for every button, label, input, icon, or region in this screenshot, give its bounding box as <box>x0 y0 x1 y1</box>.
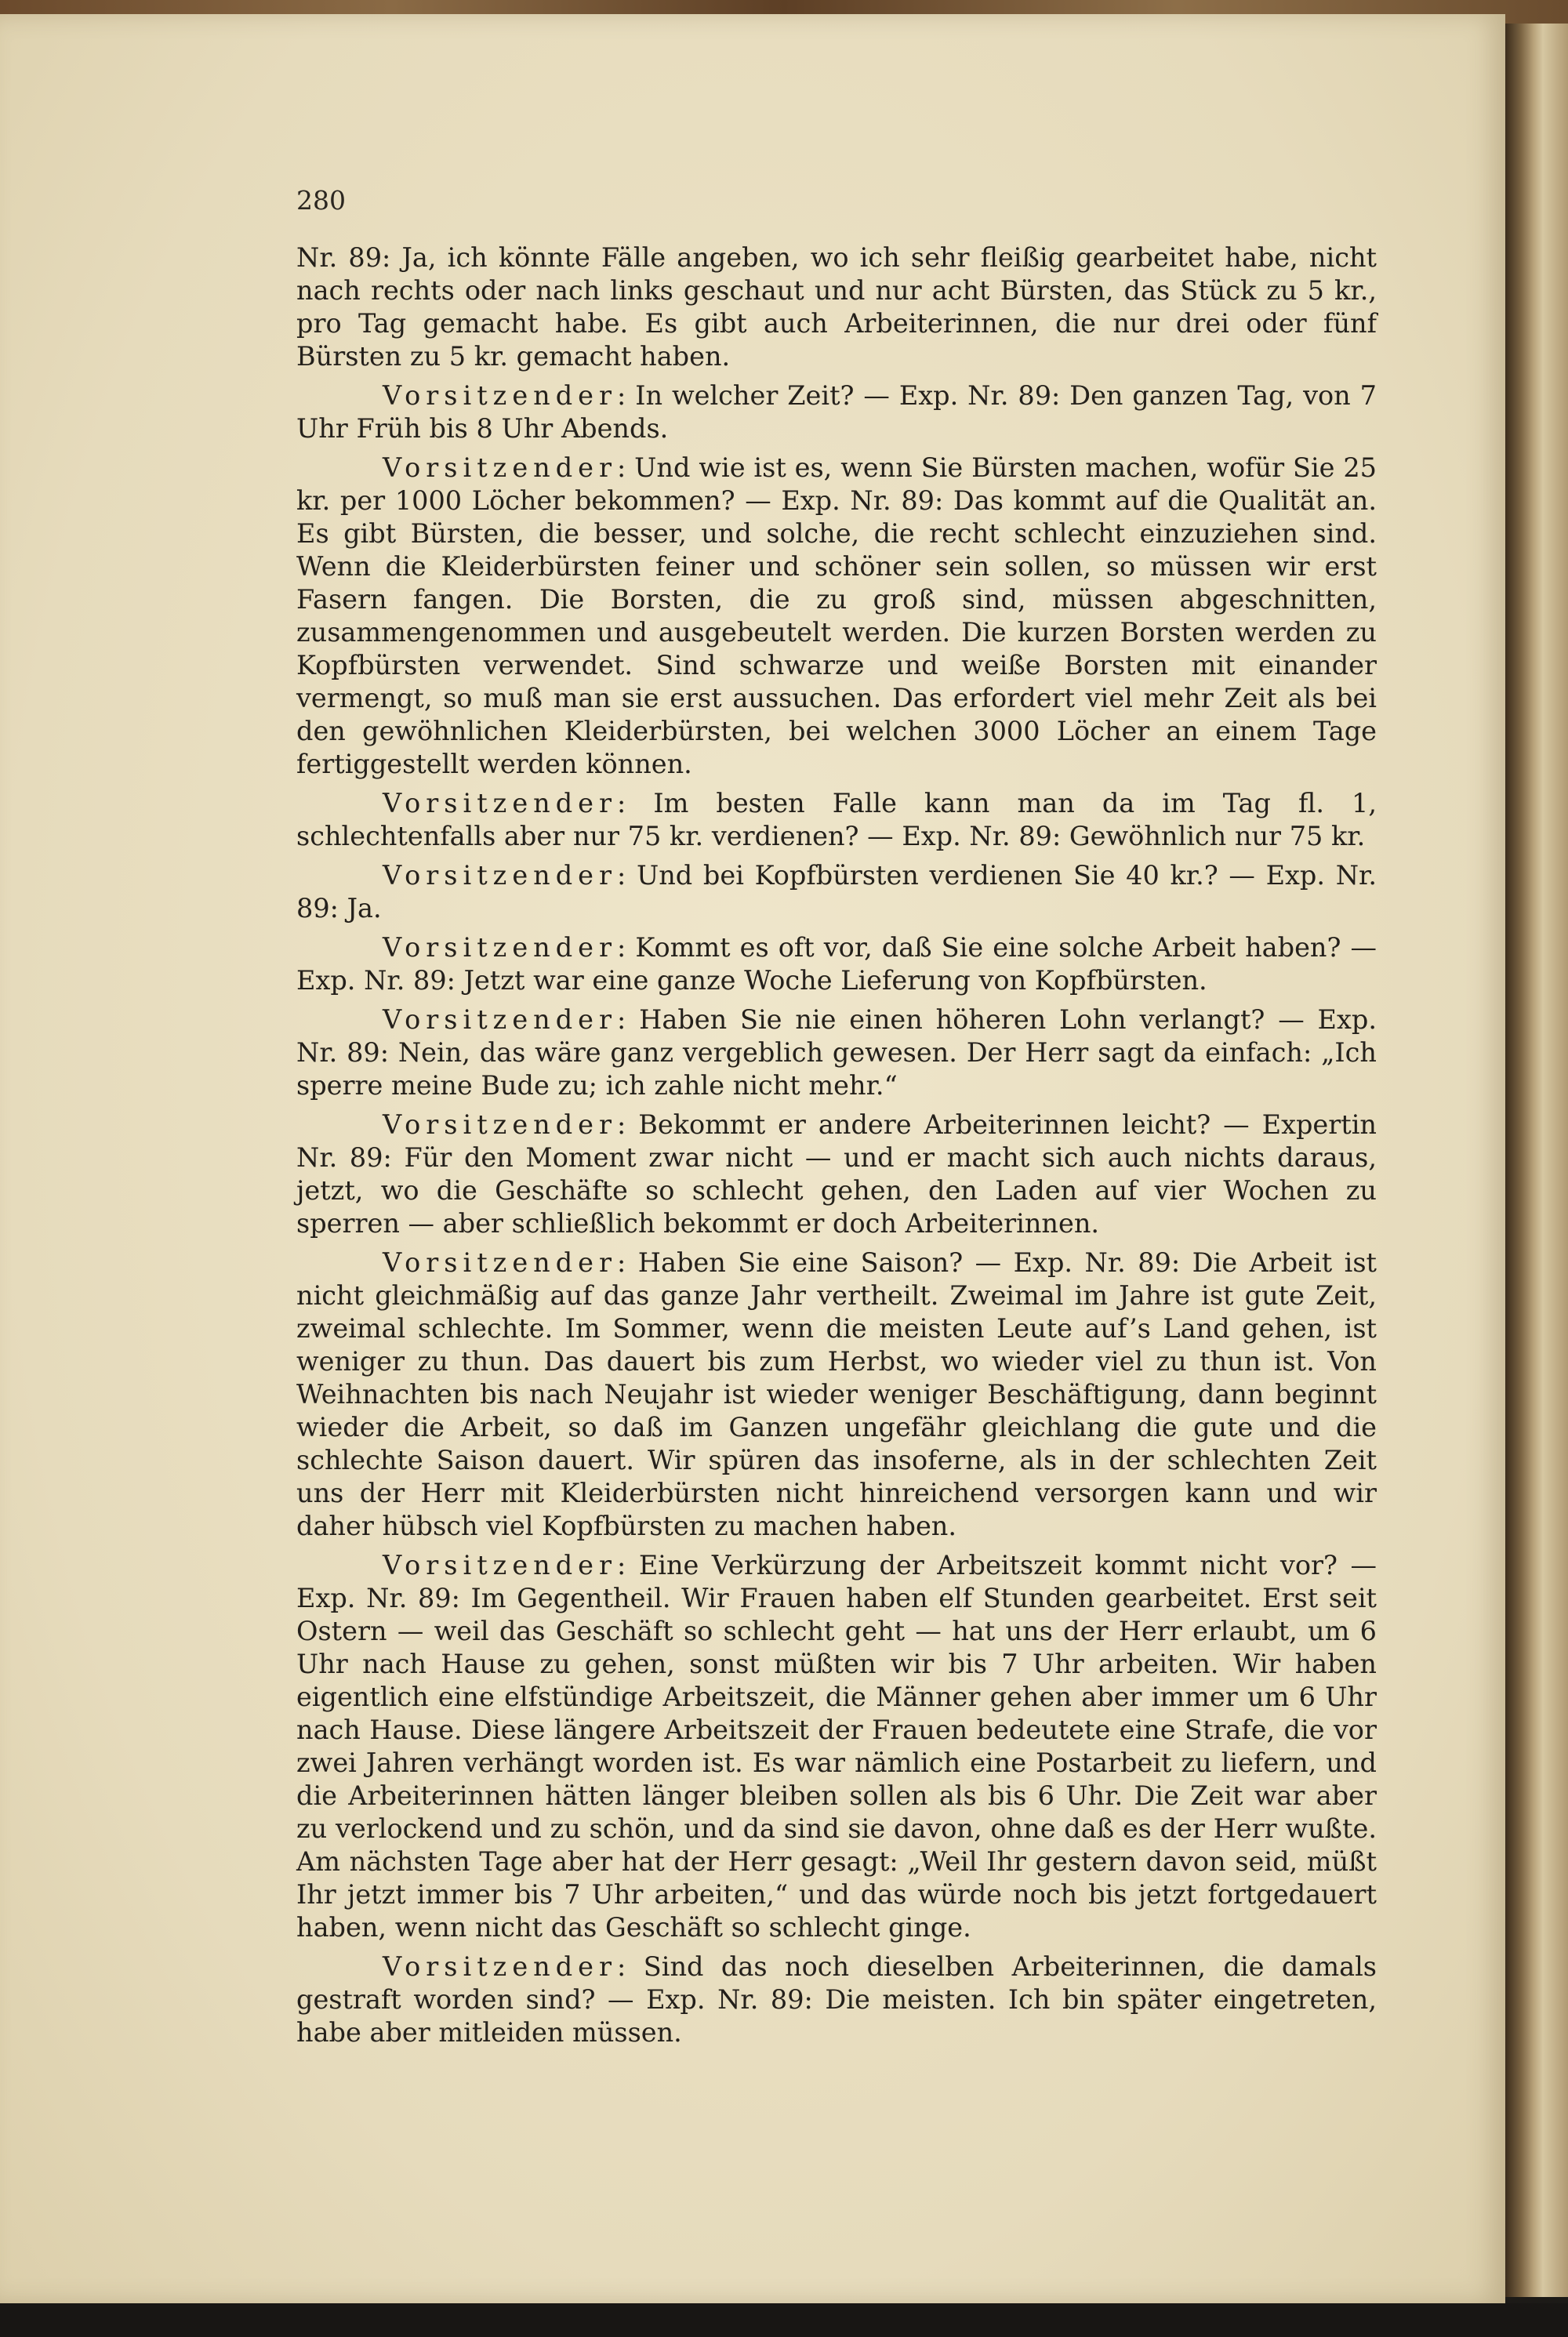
speaker-label: Vorsitzender <box>383 788 618 818</box>
paragraph: Vorsitzender: Sind das noch dieselben Arbeiterinnen, die damals gestraft worden sind? — Exp. Nr. 89: Die meisten. Ich bin später eingetreten, habe aber mitleiden müssen. <box>296 1951 1377 2048</box>
paragraph: Nr. 89: Ja, ich könnte Fälle angeben, wo ich sehr fleißig gearbeitet habe, nicht nach rechts oder nach links geschaut und nur acht Bürsten, das Stück zu 5 kr., pro Tag gemacht habe. Es gibt auch Arbeiterinnen, die nur drei oder fünf Bürsten zu 5 kr. gemacht haben. <box>296 242 1377 372</box>
book-bottom-edge <box>0 2303 1568 2337</box>
speaker-label: Vorsitzender <box>383 860 618 891</box>
speaker-label: Vorsitzender <box>383 1951 618 1982</box>
paragraph: Vorsitzender: Und bei Kopfbürsten verdienen Sie 40 kr.? — Exp. Nr. 89: Ja. <box>296 860 1377 924</box>
book-right-edge <box>1505 24 1568 2297</box>
paragraph: Vorsitzender: Eine Verkürzung der Arbeitszeit kommt nicht vor? — Exp. Nr. 89: Im Gegentheil. Wir Frauen haben elf Stunden gearbeitet. Erst seit Ostern — weil das Geschäft so schlecht geht — hat uns der Herr erlaubt, um 6 Uhr nach Hause zu gehen, sonst müßten wir bis 7 Uhr arbeiten. Wir haben eigentlich eine elfstündige Arbeitszeit, die Männer gehen aber immer um 6 Uhr nach Hause. Diese längere Arbeitszeit der Frauen bedeutete eine Strafe, die vor zwei Jahren verhängt worden ist. Es war nämlich eine Postarbeit zu liefern, und die Arbeiterinnen hätten länger bleiben sollen als bis 6 Uhr. Die Zeit war aber zu verlockend und zu schön, und da sind sie davon, ohne daß es der Herr wußte. Am nächsten Tage aber hat der Herr gesagt: „Weil Ihr gestern davon seid, müßt Ihr jetzt immer bis 7 Uhr arbeiten,“ und das würde noch bis jetzt fortgedauert haben, wenn nicht das Geschäft so schlecht ginge. <box>296 1550 1377 1943</box>
page-text <box>296 241 1377 2056</box>
speaker-label: Vorsitzender <box>383 380 618 411</box>
paragraph: Vorsitzender: Haben Sie eine Saison? — Exp. Nr. 89: Die Arbeit ist nicht gleichmäßig auf das ganze Jahr vertheilt. Zweimal im Jahre ist gute Zeit, zweimal schlechte. Im Sommer, wenn die meisten Leute auf’s Land gehen, ist weniger zu thun. Das dauert bis zum Herbst, wo wieder viel zu thun ist. Von Weihnachten bis nach Neujahr ist wieder weniger Beschäftigung, dann beginnt wieder die Arbeit, so daß im Ganzen ungefähr gleichlang die gute und die schlechte Saison dauert. Wir spüren das insoferne, als in der schlechten Zeit uns der Herr mit Kleiderbürsten nicht hinreichend versorgen kann und wir daher hübsch viel Kopfbürsten zu machen haben. <box>296 1247 1377 1541</box>
paragraph: Vorsitzender: Haben Sie nie einen höheren Lohn verlangt? — Exp. Nr. 89: Nein, das wäre ganz vergeblich gewesen. Der Herr sagt da einfach: „Ich sperre meine Bude zu; ich zahle nicht mehr.“ <box>296 1004 1377 1101</box>
speaker-label: Vorsitzender <box>383 1550 618 1580</box>
page-number: 280 <box>296 185 346 216</box>
speaker-label: Vorsitzender <box>383 1109 618 1140</box>
speaker-label: Vorsitzender <box>383 932 618 963</box>
paragraph: Vorsitzender: Und wie ist es, wenn Sie Bürsten machen, wofür Sie 25 kr. per 1000 Löcher bekommen? — Exp. Nr. 89: Das kommt auf die Qualität an. Es gibt Bürsten, die besser, und solche, die recht schlecht einzuziehen sind. Wenn die Kleiderbürsten feiner und schöner sein sollen, so müssen wir erst Fasern fangen. Die Borsten, die zu groß sind, müssen abgeschnitten, zusammengenommen und ausgebeutelt werden. Die kurzen Borsten werden zu Kopfbürsten verwendet. Sind schwarze und weiße Borsten mit einander vermengt, so muß man sie erst aussuchen. Das erfordert viel mehr Zeit als bei den gewöhnlichen Kleiderbürsten, bei welchen 3000 Löcher an einem Tage fertiggestellt werden können. <box>296 452 1377 779</box>
paragraph: Vorsitzender: Im besten Falle kann man da im Tag fl. 1, schlechtenfalls aber nur 75 kr. verdienen? — Exp. Nr. 89: Gewöhnlich nur 75 kr. <box>296 788 1377 851</box>
paragraph: Vorsitzender: In welcher Zeit? — Exp. Nr. 89: Den ganzen Tag, von 7 Uhr Früh bis 8 Uhr Abends. <box>296 380 1377 444</box>
paragraph: Vorsitzender: Bekommt er andere Arbeiterinnen leicht? — Expertin Nr. 89: Für den Moment zwar nicht — und er macht sich auch nichts daraus, jetzt, wo die Geschäfte so schlecht gehen, den Laden auf vier Wochen zu sperren — aber schließlich bekommt er doch Arbeiterinnen. <box>296 1109 1377 1239</box>
paragraph: Vorsitzender: Kommt es oft vor, daß Sie eine solche Arbeit haben? — Exp. Nr. 89: Jetzt war eine ganze Woche Lieferung von Kopfbürsten. <box>296 932 1377 996</box>
speaker-label: Vorsitzender <box>383 452 618 483</box>
speaker-label: Vorsitzender <box>383 1247 618 1278</box>
speaker-label: Vorsitzender <box>383 1004 618 1035</box>
book-page <box>0 14 1505 2303</box>
